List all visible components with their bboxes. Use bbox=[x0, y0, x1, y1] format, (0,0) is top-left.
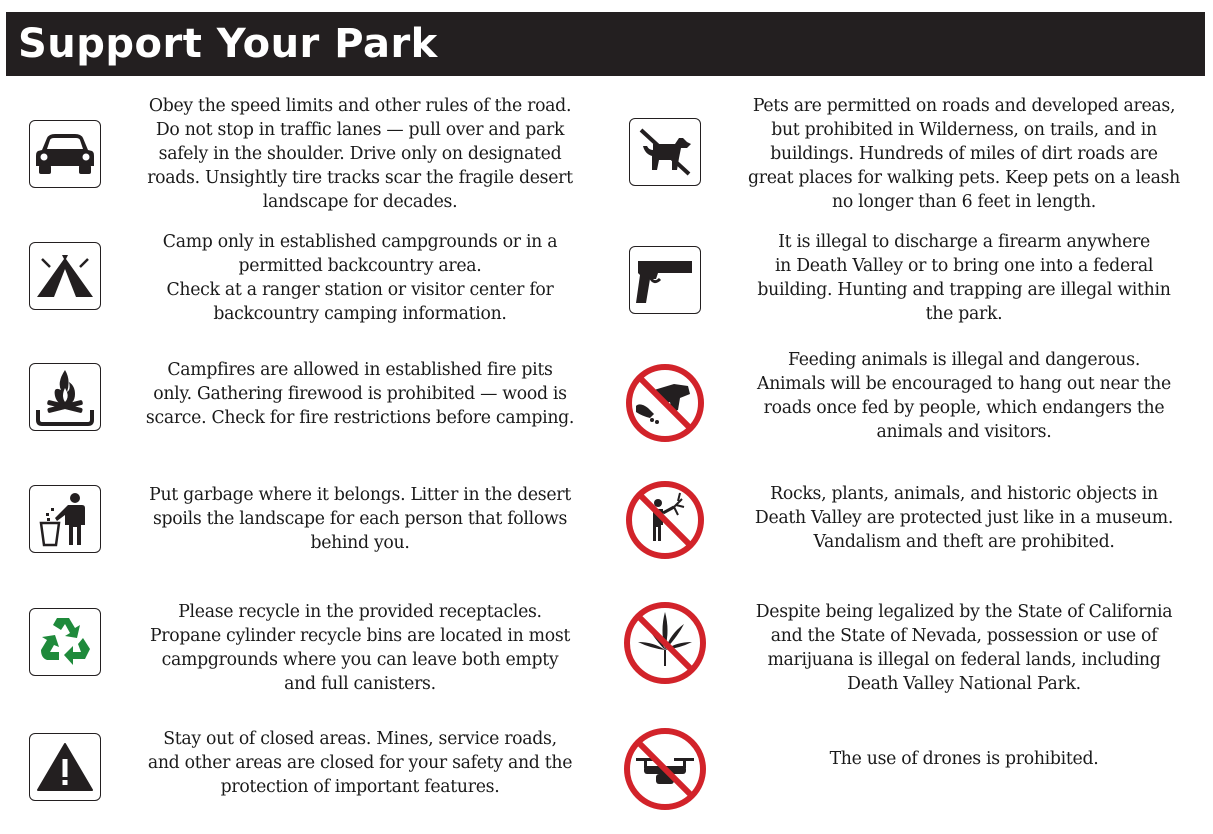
tent-icon bbox=[29, 242, 101, 310]
no-dogs-icon bbox=[629, 118, 701, 186]
rule-firearms-text: It is illegal to discharge a firearm anywhere in Death Valley or to bring one into a federal building. Hunting and trapping are illegal within the park. bbox=[757, 232, 1171, 324]
no-picking-plants-icon bbox=[624, 479, 706, 561]
rule-garbage-text: Put garbage where it belongs. Litter in the desert spoils the landscape for each person that follows behind you. bbox=[149, 485, 571, 553]
rule-camping-text: Camp only in established campgrounds or in a permitted backcountry area. Check at a ranger station or visitor center for backcountry camping information. bbox=[162, 232, 558, 324]
recycle-icon bbox=[29, 608, 101, 676]
rule-road-text: Obey the speed limits and other rules of the road. Do not stop in traffic lanes — pull over and park safely in the shoulder. Drive only on designated roads. Unsightly tire tracks scar the fragile desert landscape for decades. bbox=[147, 96, 573, 212]
warning-icon bbox=[29, 733, 101, 801]
rule-drones-text: The use of drones is prohibited. bbox=[829, 749, 1099, 769]
no-feeding-animals-icon bbox=[624, 362, 706, 444]
rule-protected-objects-text: Rocks, plants, animals, and historic objects in Death Valley are protected just like in a museum. Vandalism and theft are prohibited. bbox=[754, 484, 1174, 552]
no-drones-icon bbox=[622, 726, 708, 812]
rule-campfire-text: Campfires are allowed in established fire pits only. Gathering firewood is prohibited — wood is scarce. Check for fire restrictions before camping. bbox=[145, 360, 575, 428]
car-icon bbox=[29, 120, 101, 188]
title-banner bbox=[6, 12, 1205, 76]
campfire-icon bbox=[29, 363, 101, 431]
page-title: Support Your Park bbox=[18, 21, 438, 67]
rule-marijuana-text: Despite being legalized by the State of California and the State of Nevada, possession or use of marijuana is illegal on federal lands, including Death Valley National Park. bbox=[755, 602, 1173, 694]
rule-recycle-text: Please recycle in the provided receptacles. Propane cylinder recycle bins are located in most campgrounds where you can leave both empty and full canisters. bbox=[149, 602, 571, 694]
no-marijuana-icon bbox=[622, 600, 708, 686]
handgun-icon bbox=[629, 246, 701, 314]
rule-pets-text: Pets are permitted on roads and developed areas, but prohibited in Wilderness, on trails, and in buildings. Hundreds of miles of dirt roads are great places for walking pets. Keep pets on a leash no longer than 6 feet in length. bbox=[747, 96, 1181, 212]
trash-can-icon bbox=[29, 485, 101, 553]
rule-closed-areas-text: Stay out of closed areas. Mines, service roads, and other areas are closed for your safety and the protection of important features. bbox=[147, 729, 573, 797]
rule-feeding-text: Feeding animals is illegal and dangerous. Animals will be encouraged to hang out near the roads once fed by people, which endangers the animals and visitors. bbox=[757, 350, 1171, 442]
